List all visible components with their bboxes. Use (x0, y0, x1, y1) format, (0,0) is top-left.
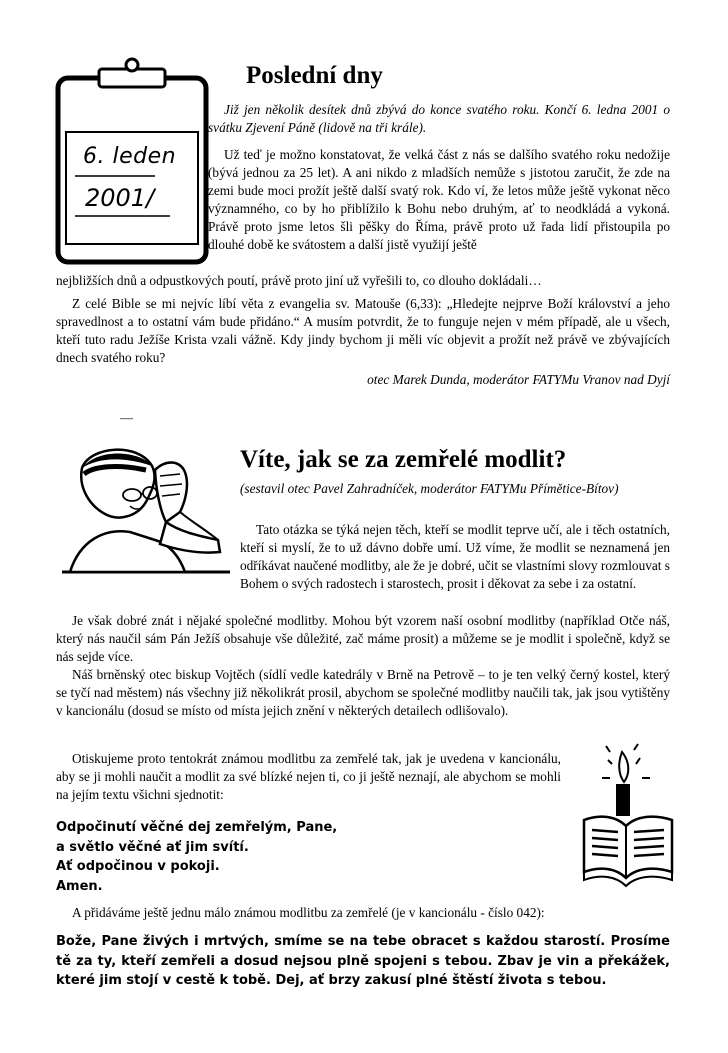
article1-para1-upper: Už teď je možno konstatovat, že velká část z nás se dalšího svatého roku nedožije (bývá jednou za 25 let). A ani nikdo z mladších nemůže s jistotou zaručit, že zde na zemi bude moci prožít ještě další svatý rok. Kdo ví, že letos může ještě vykonat něco významného, co by ho přiblížilo k Bohu nebo druhým, ať to neodkládá a vykoná. Právě proto jsme letos šli pěšky do Říma, právě proto už řada lidí přistoupila po dlouhé době ke svátostem a další jistě využijí ještě (208, 147, 670, 252)
article1-para2: Z celé Bible se mi nejvíc líbí věta z evangelia sv. Matouše (6,33): „Hledejte nejprve Boží království a jeho spravedlnost a to ostatní vám bude přidáno.“ A musím potvrdit, že to funguje nejen v mém případě, ale u všech, kteří tuto radu Ježíše Krista vzali vážně. Kdy jindy bychom ji měli víc objevit a prožít než právě ve zbývajících dnech svatého roku? (56, 296, 670, 365)
separator-dash: — (120, 410, 133, 425)
article2-para3: Náš brněnský otec biskup Vojtěch (sídlí vedle katedrály v Brně na Petrově – to je ten velký černý kostel, který se tyčí nad městem) nás všechny již několikrát prosil, abychom se společné modlitby naučili tak, jak jsou vytištěny v kancionálu (dosud se místo od místa jejich znění v některých detailech odlišovalo). (56, 667, 670, 718)
candle-bible-illustration (578, 740, 678, 890)
article2-byline: (sestavil otec Pavel Zahradníček, moderátor FATYMu Přímětice-Bítov) (240, 481, 619, 496)
clipboard-illustration (55, 56, 210, 266)
article2-para4: Otiskujeme proto tentokrát známou modlitbu za zemřelé tak, jak je uvedena v kancionálu, aby se ji mohli naučit a modlit za své blízké nejen ti, co ji ještě neznají, ale abychom se mohli na jejím textu všichni sjednotit: (56, 751, 561, 802)
article2-para1: Tato otázka se týká nejen těch, kteří se modlit teprve učí, ale i těch ostatních, kteří si myslí, že to už dávno dobře umí. Už víme, že modlit se neznamená jen odříkávat naučené modlitby, ale že je dobré, učit se vlastními slovy rozmlouvat s Bohem o svých radostech i starostech, prosit i děkovat za sebe i za ostatní. (240, 522, 670, 591)
article1-title: Poslední dny (246, 62, 383, 89)
article1-lead: Již jen několik desítek dnů zbývá do konce svatého roku. Končí 6. ledna 2001 o svátku Zjevení Páně (lidově na tři krále). (208, 102, 670, 135)
article1-para1-continuation: nejbližších dnů a odpustkových poutí, právě proto jiní už vyřešili to, co dlouho dokládali… (56, 273, 542, 288)
clipboard-date-day: 6. leden (83, 144, 177, 169)
article1-signature: otec Marek Dunda, moderátor FATYMu Vranov nad Dyjí (367, 372, 670, 387)
prayer-line: Ať odpočinou v pokoji. (56, 859, 220, 874)
praying-man-illustration (60, 440, 235, 585)
prayer-eternal-rest (56, 818, 337, 896)
article2-title: Víte, jak se za zemřelé modlit? (240, 446, 567, 473)
article2-para5: A přidáváme ještě jednu málo známou modlitbu za zemřelé (je v kancionálu - číslo 042): (72, 905, 545, 920)
prayer-line: Amen. (56, 878, 103, 894)
prayer-god-of-living: Bože, Pane živých i mrtvých, smíme se na tebe obracet s každou starostí. Prosíme tě za ty, kteří zemřeli a dosud nejsou plně spojeni s tebou. Zbav je vin a překážek, které jim stojí v cestě k tobě. Dej, ať brzy zakusí plné štěstí života s tebou. (56, 934, 670, 988)
praying-man-icon (60, 440, 235, 585)
clipboard-date-year: 2001/ (85, 184, 155, 212)
article2-para2: Je však dobré znát i nějaké společné modlitby. Mohou být vzorem naší osobní modlitby (například Otče náš, který nás naučil sám Pán Ježíš obsahuje vše důležité, zač máme prosit) a můžeme se je modlit i společně, když se nás sejde více. (56, 613, 670, 664)
prayer-line: Odpočinutí věčné dej zemřelým, Pane, (56, 820, 338, 835)
prayer-line: a světlo věčné ať jim svítí. (56, 839, 249, 855)
candle-bible-icon (578, 740, 678, 890)
